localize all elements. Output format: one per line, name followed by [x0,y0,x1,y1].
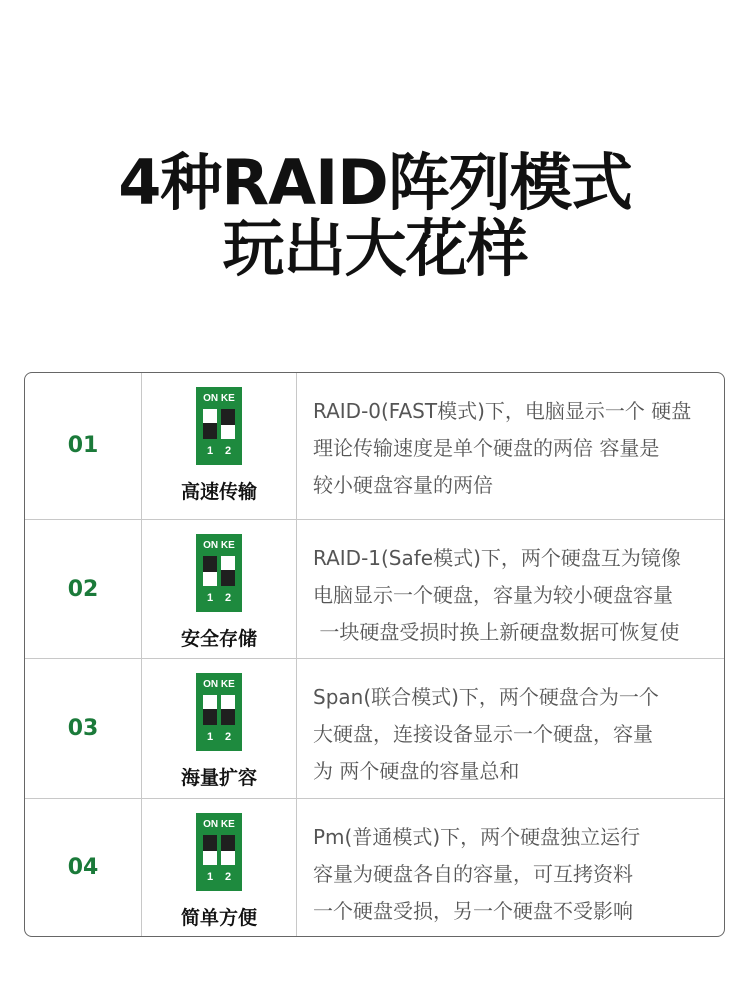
row-number: 04 [25,799,142,936]
dip-number-1: 1 [206,731,214,744]
switch-cell [142,799,297,936]
title-line-2: 玩出大花样 [222,212,528,285]
description-line: 一块硬盘受损时换上新硬盘数据可恢复使 [313,619,680,644]
description-line: RAID-0(FAST模式)下，电脑显示一个 硬盘 [313,399,692,423]
switch-cell [142,520,297,659]
dip-knob-1 [203,572,217,586]
dip-slot-2 [221,409,235,439]
dip-switch-top-label: ON KE [203,679,235,691]
dip-knob-1 [203,409,217,423]
description-line: Span(联合模式)下，两个硬盘合为一个 [313,685,659,710]
table-row-span [25,658,724,798]
description-line: 较小硬盘容量的两倍 [313,473,493,497]
dip-number-2: 2 [224,445,232,457]
dip-slot-1 [203,695,217,725]
row-number: 03 [25,659,142,798]
description-line: RAID-1(Safe模式)下，两个硬盘互为镜像 [313,545,681,570]
description-line: 电脑显示一个硬盘，容量为较小硬盘容量 [313,582,673,607]
dip-knob-2 [221,695,235,709]
dip-knob-1 [203,695,217,709]
dip-knob-1 [203,851,217,865]
table-row-raid1 [25,519,724,659]
dip-slot-1 [203,835,217,865]
mode-name: 安全存储 [180,627,257,650]
dip-number-2: 2 [224,731,232,744]
table-row-pm [25,798,724,936]
mode-description [297,799,724,936]
switch-cell [142,373,297,519]
dip-number-2: 2 [224,871,232,884]
dip-slot-2 [221,556,235,586]
dip-slot-2 [221,695,235,725]
mode-description [297,520,724,659]
dip-slot-1 [203,556,217,586]
table-row-raid0 [25,373,724,519]
dip-knob-2 [221,425,235,439]
dip-slot-1 [203,409,217,439]
description-line: 容量为硬盘各自的容量，可互拷资料 [313,862,633,887]
description-line: Pm(普通模式)下，两个硬盘独立运行 [313,825,641,850]
description-line: 大硬盘，连接设备显示一个硬盘，容量 [313,722,653,747]
dip-number-1: 1 [206,591,214,604]
description-line: 为 两个硬盘的容量总和 [313,759,520,784]
description-line: 一个硬盘受损，另一个硬盘不受影响 [313,899,633,924]
raid-mode-table [24,372,725,937]
dip-switch-top-label: ON KE [203,819,235,831]
dip-switch-icon [196,534,242,612]
dip-knob-2 [221,851,235,865]
dip-number-1: 1 [206,871,214,884]
dip-switch-icon [196,387,242,465]
title-line-1: 4种RAID阵列模式 [118,146,632,219]
mode-name: 简单方便 [180,907,257,930]
dip-switch-top-label: ON KE [203,539,235,551]
mode-name: 海量扩容 [180,767,257,790]
dip-switch-top-label: ON KE [203,393,235,404]
page-title [0,146,750,285]
dip-number-1: 1 [206,445,214,457]
mode-description [297,373,724,519]
dip-slot-2 [221,835,235,865]
description-line: 理论传输速度是单个硬盘的两倍 容量是 [313,436,660,460]
row-number: 01 [25,373,142,519]
mode-name: 高速传输 [180,481,257,503]
dip-number-2: 2 [224,591,232,604]
dip-switch-icon [196,673,242,751]
dip-knob-2 [221,556,235,570]
switch-cell [142,659,297,798]
dip-switch-icon [196,813,242,891]
mode-description [297,659,724,798]
row-number: 02 [25,520,142,659]
